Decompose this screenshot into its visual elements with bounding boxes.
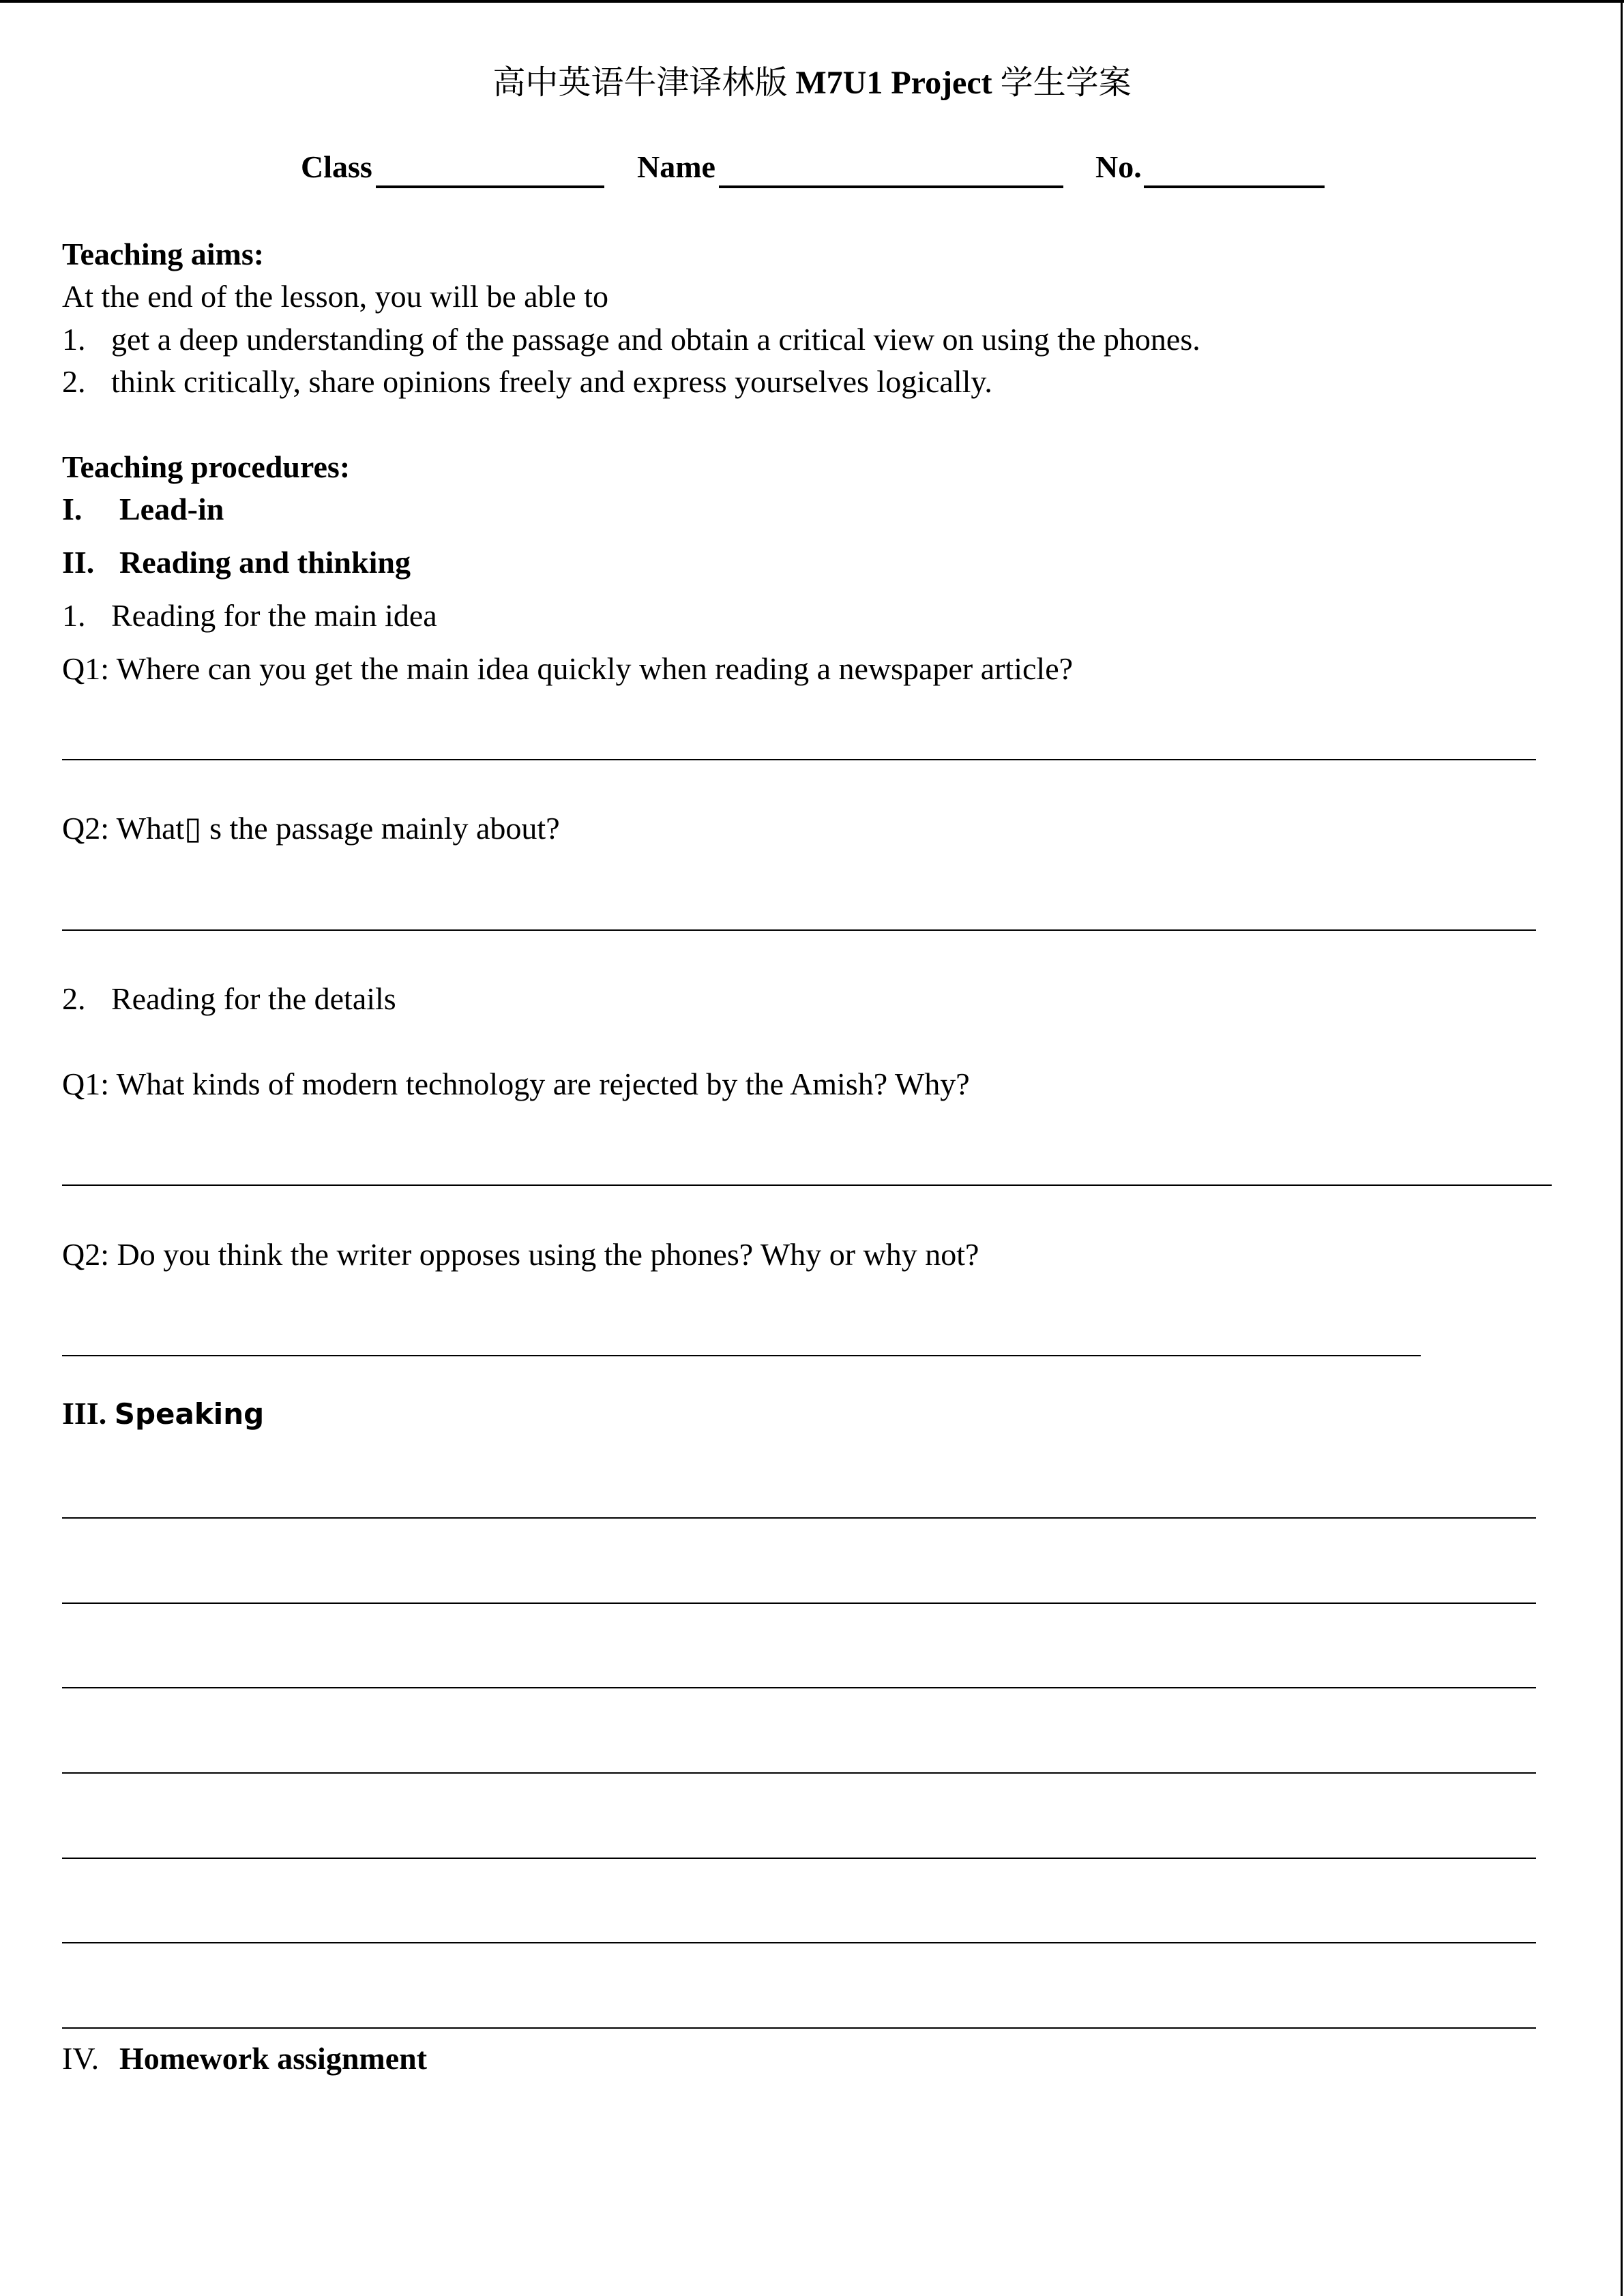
aims-intro: At the end of the lesson, you will be able to — [62, 279, 609, 314]
question-main-idea-q2: Q2: What▯ s the passage mainly about? — [62, 811, 560, 846]
section-lead-in — [62, 489, 224, 530]
subsection-details — [62, 979, 396, 1019]
aim-text: think critically, share opinions freely and express yourselves logically. — [111, 364, 992, 399]
number-field[interactable] — [1144, 185, 1325, 188]
answer-line[interactable] — [62, 1942, 1536, 1943]
class-label: Class — [301, 149, 372, 184]
subsection-number: 2. — [62, 981, 86, 1016]
question-main-idea-q1: Q1: Where can you get the main idea quickly when reading a newspaper article? — [62, 651, 1074, 686]
section-reading — [62, 542, 411, 583]
teaching-procedures-heading: Teaching procedures: — [62, 449, 351, 484]
subsection-title: Reading for the main idea — [111, 598, 437, 633]
answer-line[interactable] — [62, 1772, 1536, 1774]
section-number: II. — [62, 545, 95, 580]
answer-line[interactable] — [62, 1355, 1421, 1356]
section-homework — [62, 2038, 427, 2079]
subsection-main-idea — [62, 595, 437, 636]
answer-line[interactable] — [62, 1184, 1552, 1186]
answer-line[interactable] — [62, 1687, 1536, 1688]
section-speaking — [62, 1393, 264, 1435]
name-label: Name — [637, 149, 715, 184]
answer-line[interactable] — [62, 1517, 1536, 1519]
page-top-border — [0, 0, 1624, 3]
page-title — [0, 63, 1624, 104]
subsection-title: Reading for the details — [111, 981, 396, 1016]
answer-line[interactable] — [62, 929, 1536, 931]
page-right-border — [1621, 0, 1623, 2296]
answer-line[interactable] — [62, 1858, 1536, 1859]
aim-item — [62, 319, 1200, 360]
class-field[interactable] — [376, 185, 604, 188]
aim-item — [62, 361, 992, 402]
section-title: Reading and thinking — [119, 545, 411, 580]
aim-text: get a deep understanding of the passage and obtain a critical view on using the phones. — [111, 322, 1200, 357]
answer-line[interactable] — [62, 1602, 1536, 1604]
section-number: IV. — [62, 2041, 100, 2076]
section-title: Speaking — [114, 1397, 265, 1431]
aim-number: 1. — [62, 322, 86, 357]
question-details-q2: Q2: Do you think the writer opposes using the phones? Why or why not? — [62, 1237, 979, 1272]
title-chinese-part: 高中英语牛津译林版 — [492, 65, 788, 101]
answer-line[interactable] — [62, 759, 1536, 760]
aim-number: 2. — [62, 364, 86, 399]
section-title: Homework assignment — [119, 2041, 428, 2076]
subsection-number: 1. — [62, 598, 86, 633]
title-english-part: M7U1 Project — [795, 65, 992, 101]
section-number: I. — [62, 492, 83, 526]
question-details-q1: Q1: What kinds of modern technology are rejected by the Amish? Why? — [62, 1067, 970, 1101]
answer-line[interactable] — [62, 2027, 1536, 2029]
no-label: No. — [1095, 149, 1142, 184]
section-number: III. — [62, 1396, 107, 1431]
section-title: Lead-in — [119, 492, 224, 526]
teaching-aims-heading: Teaching aims: — [62, 237, 265, 271]
name-field[interactable] — [719, 185, 1063, 188]
student-info-line — [0, 149, 1624, 192]
title-chinese-suffix: 学生学案 — [1000, 65, 1132, 101]
